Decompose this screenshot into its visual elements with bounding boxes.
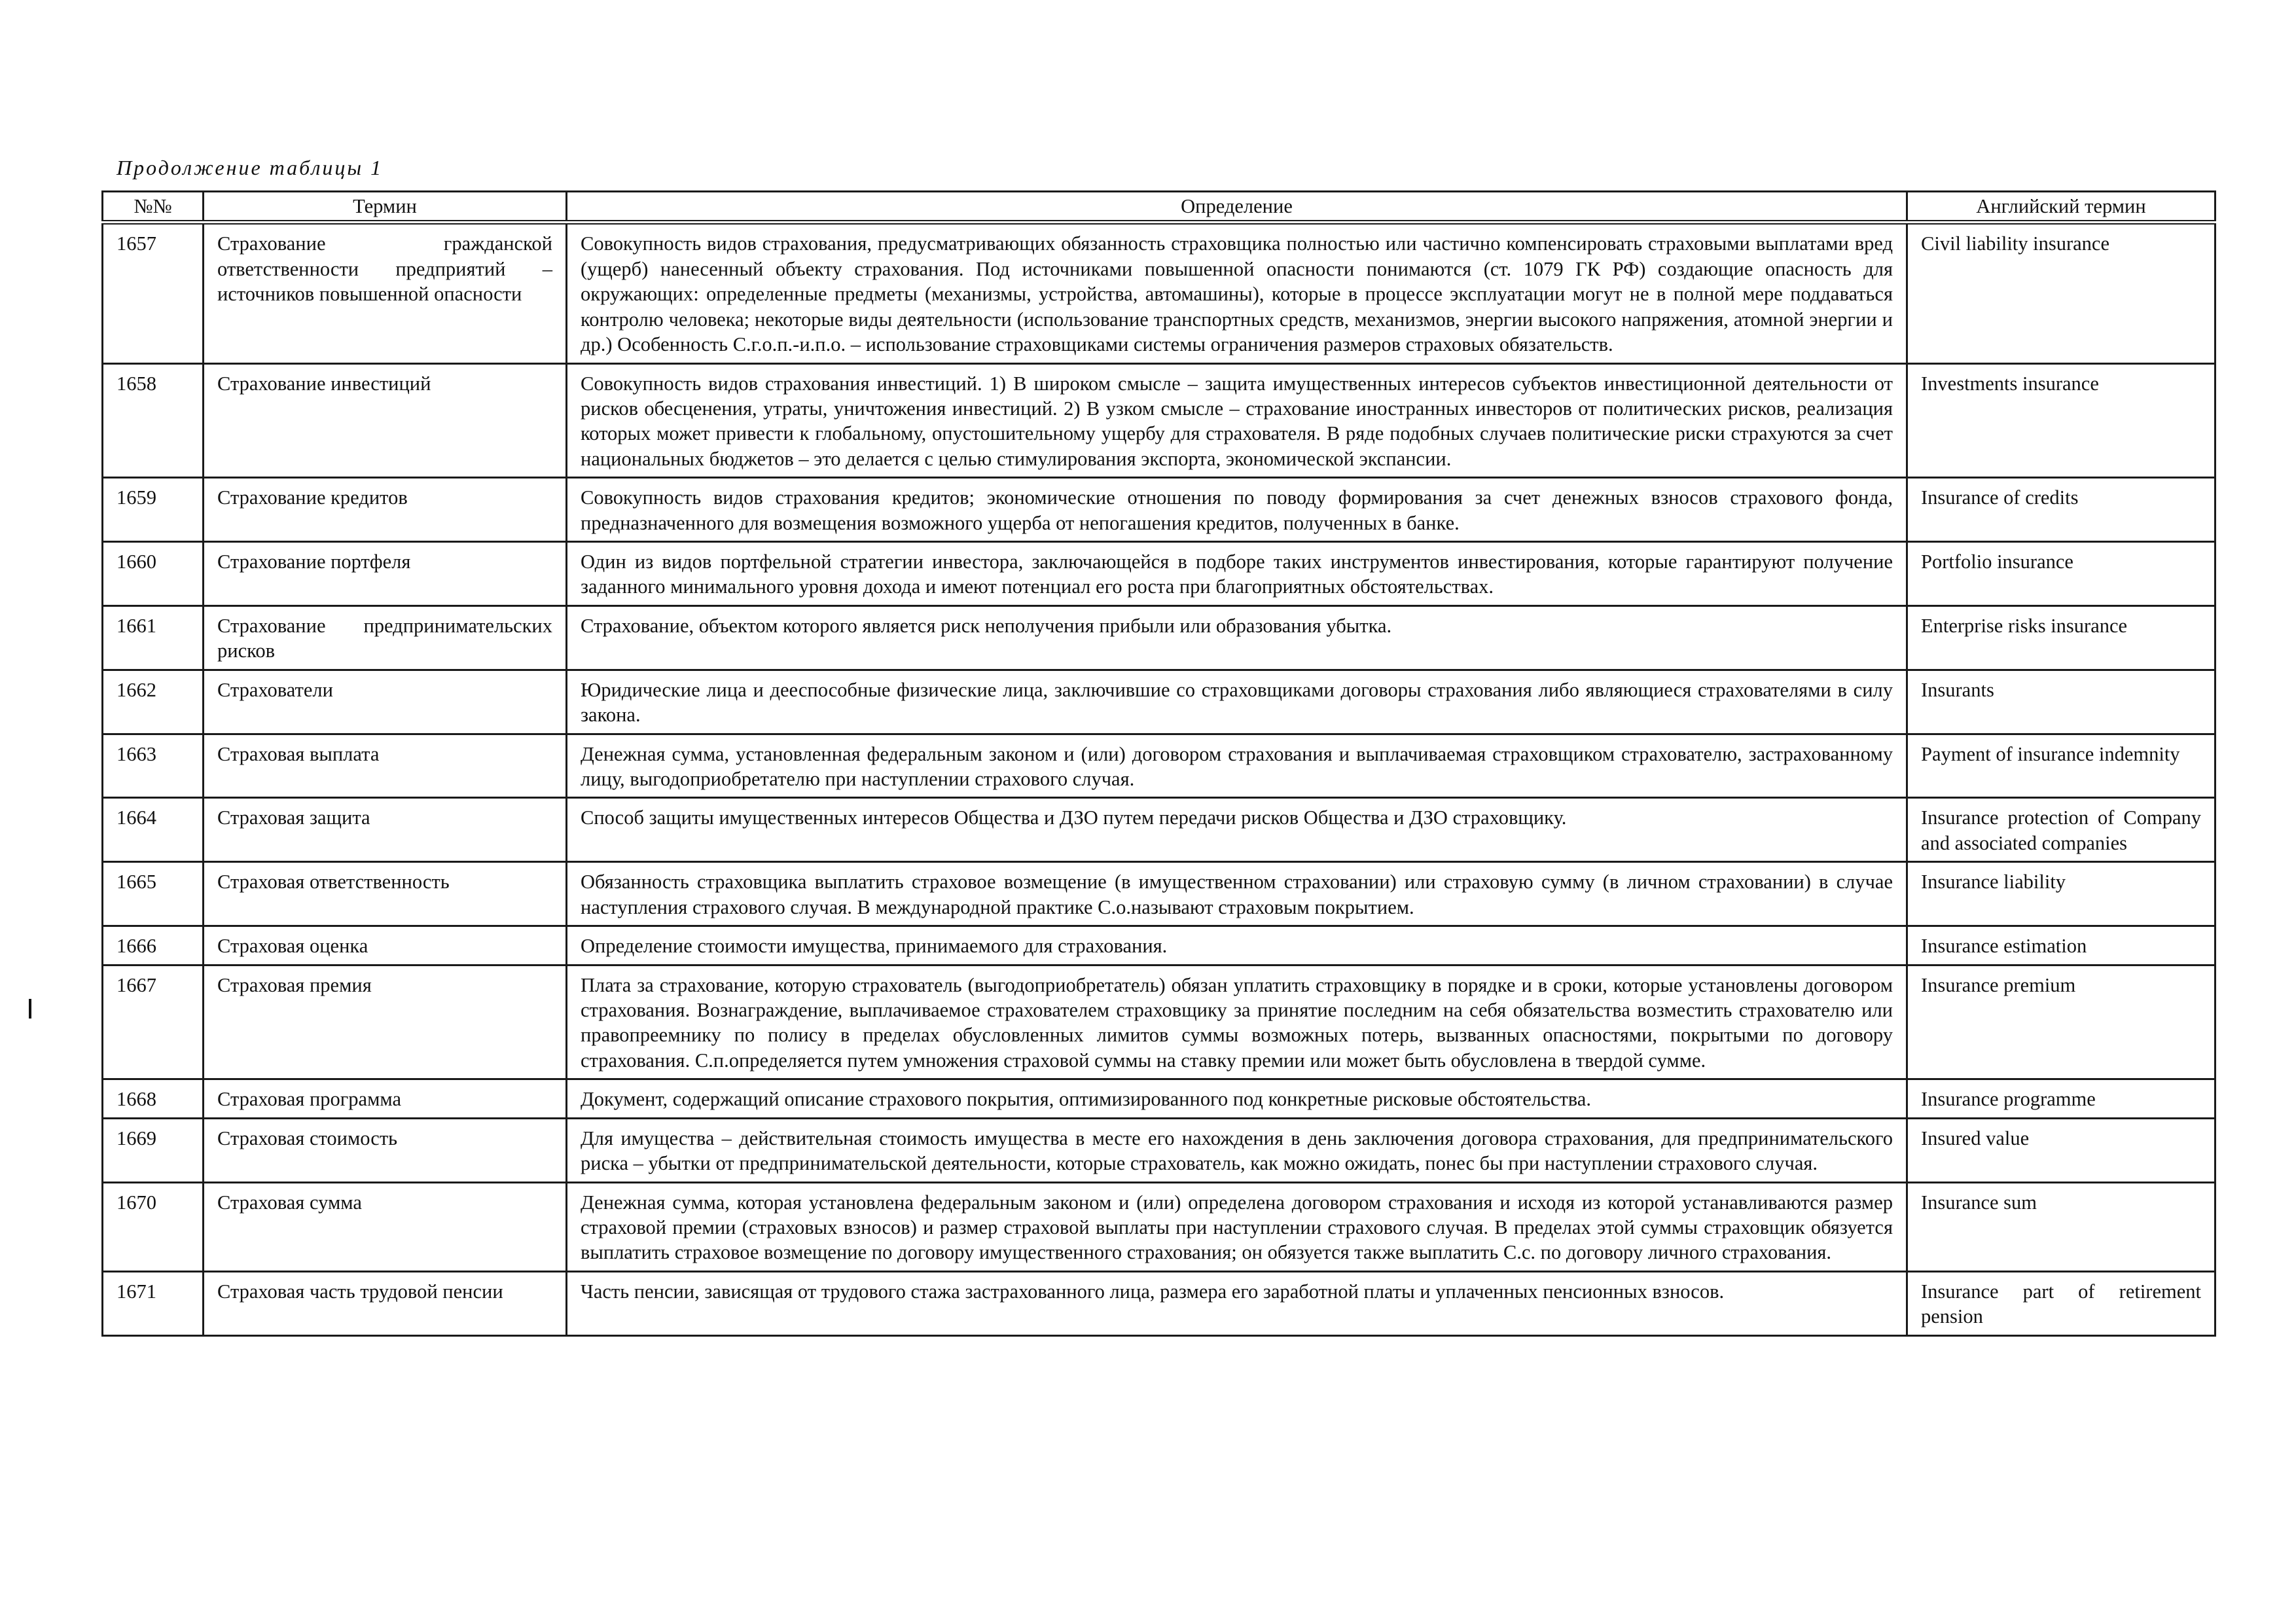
row-number: 1667: [103, 965, 204, 1079]
term-cell: Страховая ответственность: [204, 862, 567, 926]
table-row: [103, 223, 2215, 363]
english-term-cell: Insurance estimation: [1907, 926, 2215, 965]
glossary-table: [101, 190, 2216, 1337]
definition-cell: Способ защиты имущественных интересов Общества и ДЗО путем передачи рисков Общества и ДЗО страховщику.: [567, 798, 1907, 862]
row-number: 1662: [103, 670, 204, 734]
definition-cell: Плата за страхование, которую страхователь (выгодоприобретатель) обязан уплатить страховщику в порядке и в сроки, которые установлены договором страхования. Вознаграждение, выплачиваемое страхователем страховщику за принятие последним на себя обязательства возместить страхователю или правопреемнику по полису в пределах обусловленных лимитов суммы возможных потерь, вызванных опасностями, покрытыми по договору страхования. С.п.определяется путем умножения страховой суммы на ставку премии или может быть обусловлена в твердой сумме.: [567, 965, 1907, 1079]
row-number: 1663: [103, 734, 204, 798]
row-number: 1665: [103, 862, 204, 926]
english-term-cell: Insurance premium: [1907, 965, 2215, 1079]
definition-cell: Часть пенсии, зависящая от трудового стажа застрахованного лица, размера его заработной платы и уплаченных пенсионных взносов.: [567, 1271, 1907, 1335]
english-term-cell: Investments insurance: [1907, 363, 2215, 478]
row-number: 1669: [103, 1118, 204, 1182]
table-row: [103, 542, 2215, 606]
english-term-cell: Payment of insurance indemnity: [1907, 734, 2215, 798]
term-cell: Страховая выплата: [204, 734, 567, 798]
term-cell: Страхование инвестиций: [204, 363, 567, 478]
table-row: [103, 670, 2215, 734]
english-term-cell: Portfolio insurance: [1907, 542, 2215, 606]
term-cell: Страхование портфеля: [204, 542, 567, 606]
row-number: 1661: [103, 605, 204, 670]
table-row: [103, 734, 2215, 798]
row-number: 1658: [103, 363, 204, 478]
definition-cell: Обязанность страховщика выплатить страховое возмещение (в имущественном страховании) или страховую сумму (в личном страховании) в случае наступления страхового случая. В международной практике С.о.называют страховым покрытием.: [567, 862, 1907, 926]
english-term-cell: Insurance protection of Company and associated companies: [1907, 798, 2215, 862]
term-cell: Страхование кредитов: [204, 478, 567, 542]
column-header-term: Термин: [204, 192, 567, 223]
definition-cell: Денежная сумма, которая установлена федеральным законом и (или) определена договором страхования и исходя из которой устанавливаются размер страховой премии (страховых взносов) и размер страховой выплаты при наступлении страхового случая. В пределах этой суммы страховщик обязуется выплатить страховое возмещение по договору имущественного страхования; он обязуется также выплатить С.с. по договору личного страхования.: [567, 1182, 1907, 1271]
row-number: 1666: [103, 926, 204, 965]
table-row: [103, 1079, 2215, 1118]
term-cell: Страховая программа: [204, 1079, 567, 1118]
term-cell: Страхование предпринимательских рисков: [204, 605, 567, 670]
english-term-cell: Insurance of credits: [1907, 478, 2215, 542]
definition-cell: Страхование, объектом которого является риск неполучения прибыли или образования убытка.: [567, 605, 1907, 670]
column-header-english-term: Английский термин: [1907, 192, 2215, 223]
table-row: [103, 926, 2215, 965]
table-row: [103, 1118, 2215, 1182]
table-row: [103, 965, 2215, 1079]
definition-cell: Документ, содержащий описание страхового покрытия, оптимизированного под конкретные рисковые обстоятельства.: [567, 1079, 1907, 1118]
table-row: [103, 605, 2215, 670]
definition-cell: Для имущества – действительная стоимость имущества в месте его нахождения в день заключения договора страхования, для предпринимательского риска – убытки от предпринимательской деятельности, которые страхователь, как можно ожидать, понес бы при наступлении страхового случая.: [567, 1118, 1907, 1182]
term-cell: Страховая часть трудовой пенсии: [204, 1271, 567, 1335]
english-term-cell: Civil liability insurance: [1907, 223, 2215, 363]
term-cell: Страховая стоимость: [204, 1118, 567, 1182]
term-cell: Страховая премия: [204, 965, 567, 1079]
row-number: 1670: [103, 1182, 204, 1271]
english-term-cell: Insurance part of retirement pension: [1907, 1271, 2215, 1335]
english-term-cell: Enterprise risks insurance: [1907, 605, 2215, 670]
table-caption: Продолжение таблицы 1: [117, 156, 384, 179]
table-row: [103, 1182, 2215, 1271]
term-cell: Страхователи: [204, 670, 567, 734]
table-row: [103, 478, 2215, 542]
table-row: [103, 363, 2215, 478]
row-number: 1659: [103, 478, 204, 542]
definition-cell: Совокупность видов страхования кредитов; экономические отношения по поводу формирования за счет денежных взносов страхового фонда, предназначенного для возмещения возможного ущерба от непогашения кредитов, полученных в банке.: [567, 478, 1907, 542]
term-cell: Страхование гражданской ответственности предприятий – источников повышенной опасности: [204, 223, 567, 363]
english-term-cell: Insurance liability: [1907, 862, 2215, 926]
definition-cell: Определение стоимости имущества, принимаемого для страхования.: [567, 926, 1907, 965]
row-number: 1664: [103, 798, 204, 862]
definition-cell: Совокупность видов страхования инвестиций. 1) В широком смысле – защита имущественных интересов субъектов инвестиционной деятельности от рисков обесценения, утраты, уничтожения инвестиций. 2) В узком смысле – страхование иностранных инвесторов от политических рисков, реализация которых может привести к глобальному, опустошительному ущербу для страхователя. В ряде подобных случаев политические риски страхуются за счет национальных бюджетов – это делается с целью стимулирования экспорта, экономической экспансии.: [567, 363, 1907, 478]
table-row: [103, 1271, 2215, 1335]
definition-cell: Совокупность видов страхования, предусматривающих обязанность страховщика полностью или частично компенсировать страховыми выплатами вред (ущерб) нанесенный объекту страхования. Под источниками повышенной опасности понимаются (ст. 1079 ГК РФ) создающие опасность для окружающих: определенные предметы (механизмы, устройства, автомашины), которые в процессе эксплуатации могут не в полной мере поддаваться контролю человека; некоторые виды деятельности (использование транспортных средств, механизмов, энергии высокого напряжения, атомной энергии и др.) Особенность С.г.о.п.-и.п.о. – использование страховщиками системы ограничения размеров страховых обязательств.: [567, 223, 1907, 363]
header-row: [103, 192, 2215, 223]
column-header-definition: Определение: [567, 192, 1907, 223]
definition-cell: Юридические лица и дееспособные физические лица, заключившие со страховщиками договоры страхования либо являющиеся страхователями в силу закона.: [567, 670, 1907, 734]
table-body: [103, 223, 2215, 1335]
column-header-number: №№: [103, 192, 204, 223]
row-number: 1671: [103, 1271, 204, 1335]
english-term-cell: Insurants: [1907, 670, 2215, 734]
table-row: [103, 862, 2215, 926]
row-number: 1657: [103, 223, 204, 363]
term-cell: Страховая сумма: [204, 1182, 567, 1271]
term-cell: Страховая оценка: [204, 926, 567, 965]
english-term-cell: Insured value: [1907, 1118, 2215, 1182]
english-term-cell: Insurance sum: [1907, 1182, 2215, 1271]
table-row: [103, 798, 2215, 862]
definition-cell: Денежная сумма, установленная федеральным законом и (или) договором страхования и выплачиваемая страховщиком страхователю, застрахованному лицу, выгодоприобретателю при наступлении страхового случая.: [567, 734, 1907, 798]
definition-cell: Один из видов портфельной стратегии инвестора, заключающейся в подборе таких инструментов инвестирования, которые гарантируют получение заданного минимального уровня дохода и имеют потенциал его роста при благоприятных обстоятельствах.: [567, 542, 1907, 606]
english-term-cell: Insurance programme: [1907, 1079, 2215, 1118]
row-number: 1660: [103, 542, 204, 606]
row-number: 1668: [103, 1079, 204, 1118]
term-cell: Страховая защита: [204, 798, 567, 862]
page-number: [29, 999, 31, 1019]
